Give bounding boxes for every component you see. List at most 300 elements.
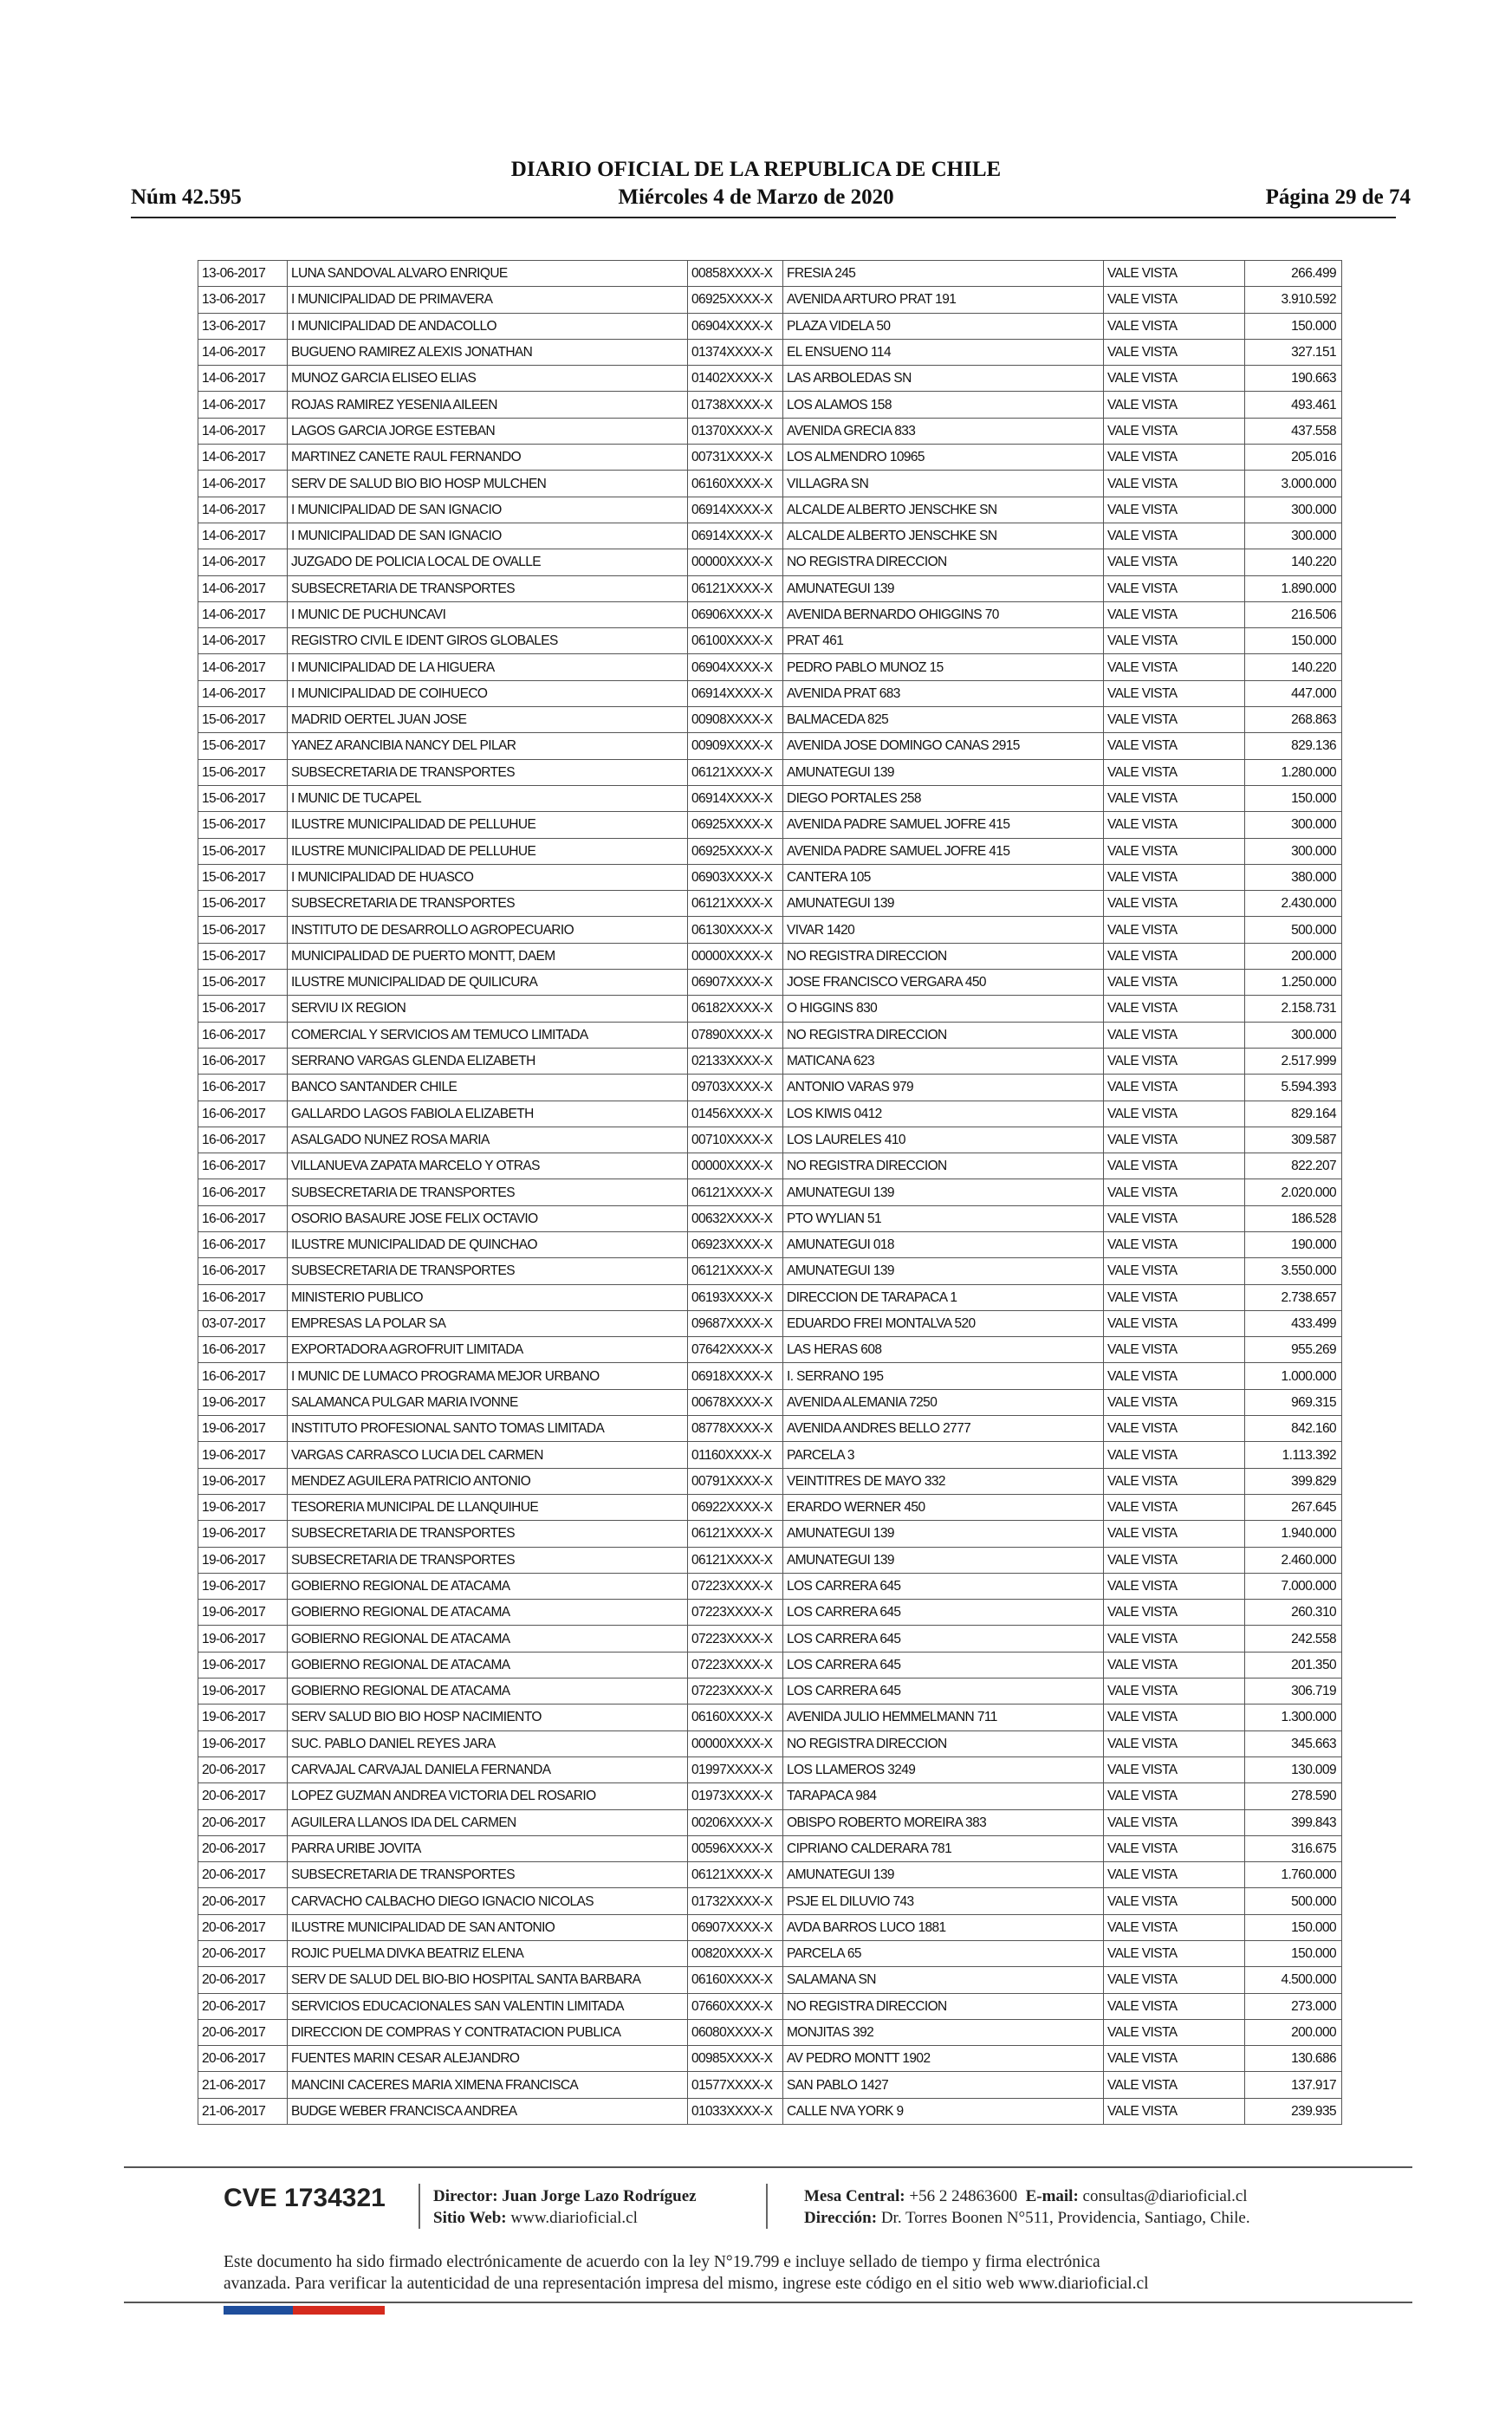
amount-cell: 300.000 (1245, 812, 1342, 838)
amount-cell: 1.113.392 (1245, 1442, 1342, 1468)
amount-cell: 216.506 (1245, 601, 1342, 627)
table-row (198, 1363, 1342, 1389)
date-cell: 15-06-2017 (198, 707, 288, 733)
date-cell: 15-06-2017 (198, 838, 288, 864)
amount-cell: 3.000.000 (1245, 471, 1342, 497)
document-type-cell: VALE VISTA (1104, 1573, 1245, 1599)
date-cell: 16-06-2017 (198, 1363, 288, 1389)
beneficiary-cell: LUNA SANDOVAL ALVARO ENRIQUE (288, 261, 688, 287)
date-cell: 20-06-2017 (198, 2046, 288, 2072)
amount-cell: 1.280.000 (1245, 759, 1342, 785)
date-cell: 13-06-2017 (198, 287, 288, 313)
table-row (198, 1022, 1342, 1048)
address-label: Dirección: (804, 2209, 878, 2227)
beneficiary-cell: SERV SALUD BIO BIO HOSP NACIMIENTO (288, 1704, 688, 1730)
amount-cell: 2.430.000 (1245, 891, 1342, 917)
table-row (198, 1941, 1342, 1967)
document-type-cell: VALE VISTA (1104, 812, 1245, 838)
amount-cell: 1.890.000 (1245, 575, 1342, 601)
date-cell: 20-06-2017 (198, 1941, 288, 1967)
rut-cell: 00909XXXX-X (688, 733, 783, 759)
address-cell: AV PEDRO MONTT 1902 (783, 2046, 1104, 2072)
amount-cell: 2.517.999 (1245, 1048, 1342, 1074)
document-type-cell: VALE VISTA (1104, 733, 1245, 759)
document-type-cell: VALE VISTA (1104, 680, 1245, 706)
website-link[interactable]: www.diarioficial.cl (510, 2209, 638, 2227)
table-row (198, 1809, 1342, 1835)
date-cell: 14-06-2017 (198, 549, 288, 575)
beneficiary-cell: INSTITUTO PROFESIONAL SANTO TOMAS LIMITADA (288, 1416, 688, 1442)
address-cell: CIPRIANO CALDERARA 781 (783, 1835, 1104, 1861)
rut-cell: 06121XXXX-X (688, 1179, 783, 1205)
table-row (198, 1862, 1342, 1888)
date-cell: 14-06-2017 (198, 654, 288, 680)
date-cell: 19-06-2017 (198, 1389, 288, 1415)
rut-cell: 01402XXXX-X (688, 366, 783, 392)
cve-code: CVE 1734321 (224, 2184, 386, 2212)
signature-notice-line: Este documento ha sido firmado electrónicamente de acuerdo con la ley N°19.799 e incluye sellado de tiempo y firma electrónica (224, 2253, 1100, 2271)
rut-cell: 02133XXXX-X (688, 1048, 783, 1074)
table-row (198, 1205, 1342, 1231)
footer-contact-right (804, 2185, 1250, 2229)
document-type-cell: VALE VISTA (1104, 1442, 1245, 1468)
address-cell: NO REGISTRA DIRECCION (783, 1993, 1104, 2019)
table-row (198, 1626, 1342, 1652)
document-type-cell: VALE VISTA (1104, 1363, 1245, 1389)
beneficiary-cell: VARGAS CARRASCO LUCIA DEL CARMEN (288, 1442, 688, 1468)
rut-cell: 01456XXXX-X (688, 1101, 783, 1127)
rut-cell: 01374XXXX-X (688, 339, 783, 365)
central-phone: +56 2 24863600 (909, 2187, 1018, 2205)
date-cell: 15-06-2017 (198, 970, 288, 996)
rut-cell: 00985XXXX-X (688, 2046, 783, 2072)
document-type-cell: VALE VISTA (1104, 1022, 1245, 1048)
date-cell: 19-06-2017 (198, 1704, 288, 1730)
amount-cell: 137.917 (1245, 2072, 1342, 2098)
date-cell: 16-06-2017 (198, 1075, 288, 1101)
table-row (198, 339, 1342, 365)
beneficiary-cell: GOBIERNO REGIONAL DE ATACAMA (288, 1626, 688, 1652)
rut-cell: 06160XXXX-X (688, 1704, 783, 1730)
beneficiary-cell: I MUNIC DE TUCAPEL (288, 785, 688, 811)
address-cell: JOSE FRANCISCO VERGARA 450 (783, 970, 1104, 996)
rut-cell: 00731XXXX-X (688, 445, 783, 471)
address-cell: NO REGISTRA DIRECCION (783, 549, 1104, 575)
beneficiary-cell: SERVICIOS EDUCACIONALES SAN VALENTIN LIMITADA (288, 1993, 688, 2019)
address-cell: MONJITAS 392 (783, 2019, 1104, 2045)
document-type-cell: VALE VISTA (1104, 2019, 1245, 2045)
document-type-cell: VALE VISTA (1104, 339, 1245, 365)
rut-cell: 00000XXXX-X (688, 943, 783, 969)
address-cell: ANTONIO VARAS 979 (783, 1075, 1104, 1101)
document-type-cell: VALE VISTA (1104, 891, 1245, 917)
beneficiary-cell: AGUILERA LLANOS IDA DEL CARMEN (288, 1809, 688, 1835)
beneficiary-cell: MANCINI CACERES MARIA XIMENA FRANCISCA (288, 2072, 688, 2098)
rut-cell: 07223XXXX-X (688, 1573, 783, 1599)
document-type-cell: VALE VISTA (1104, 1521, 1245, 1547)
beneficiary-cell: GALLARDO LAGOS FABIOLA ELIZABETH (288, 1101, 688, 1127)
beneficiary-cell: DIRECCION DE COMPRAS Y CONTRATACION PUBLICA (288, 2019, 688, 2045)
date-cell: 16-06-2017 (198, 1284, 288, 1310)
address-cell: LOS ALMENDRO 10965 (783, 445, 1104, 471)
rut-cell: 06121XXXX-X (688, 1547, 783, 1573)
date-cell: 15-06-2017 (198, 891, 288, 917)
address-cell: O HIGGINS 830 (783, 996, 1104, 1022)
amount-cell: 2.020.000 (1245, 1179, 1342, 1205)
amount-cell: 1.300.000 (1245, 1704, 1342, 1730)
rut-cell: 06130XXXX-X (688, 917, 783, 943)
document-type-cell: VALE VISTA (1104, 1626, 1245, 1652)
document-type-cell: VALE VISTA (1104, 759, 1245, 785)
document-type-cell: VALE VISTA (1104, 1914, 1245, 1940)
issue-number: Núm 42.595 (131, 185, 242, 209)
rut-cell: 06904XXXX-X (688, 654, 783, 680)
date-cell: 19-06-2017 (198, 1521, 288, 1547)
address-cell: LOS LAURELES 410 (783, 1127, 1104, 1153)
footer-separator (419, 2184, 420, 2229)
amount-cell: 140.220 (1245, 654, 1342, 680)
address-cell: PARCELA 65 (783, 1941, 1104, 1967)
rut-cell: 06121XXXX-X (688, 891, 783, 917)
address-cell: DIRECCION DE TARAPACA 1 (783, 1284, 1104, 1310)
date-cell: 21-06-2017 (198, 2072, 288, 2098)
document-type-cell: VALE VISTA (1104, 1494, 1245, 1520)
beneficiary-cell: BANCO SANTANDER CHILE (288, 1075, 688, 1101)
address-cell: LOS LLAMEROS 3249 (783, 1756, 1104, 1782)
beneficiary-cell: SERRANO VARGAS GLENDA ELIZABETH (288, 1048, 688, 1074)
address-cell: LOS CARRERA 645 (783, 1573, 1104, 1599)
document-type-cell: VALE VISTA (1104, 917, 1245, 943)
amount-cell: 150.000 (1245, 628, 1342, 654)
address-cell: FRESIA 245 (783, 261, 1104, 287)
table-row (198, 1231, 1342, 1257)
amount-cell: 380.000 (1245, 864, 1342, 890)
table-row (198, 1993, 1342, 2019)
table-row (198, 1600, 1342, 1626)
table-row (198, 1442, 1342, 1468)
document-type-cell: VALE VISTA (1104, 1967, 1245, 1993)
address-cell: EL ENSUENO 114 (783, 339, 1104, 365)
date-cell: 20-06-2017 (198, 2019, 288, 2045)
date-cell: 20-06-2017 (198, 1967, 288, 1993)
document-type-cell: VALE VISTA (1104, 1258, 1245, 1284)
address-cell: ALCALDE ALBERTO JENSCHKE SN (783, 523, 1104, 549)
document-type-cell: VALE VISTA (1104, 575, 1245, 601)
date-cell: 14-06-2017 (198, 497, 288, 523)
table-row (198, 1127, 1342, 1153)
amount-cell: 1.250.000 (1245, 970, 1342, 996)
document-type-cell: VALE VISTA (1104, 1809, 1245, 1835)
beneficiary-cell: I MUNICIPALIDAD DE LA HIGUERA (288, 654, 688, 680)
rut-cell: 00820XXXX-X (688, 1941, 783, 1967)
amount-cell: 500.000 (1245, 917, 1342, 943)
date-cell: 19-06-2017 (198, 1468, 288, 1494)
amount-cell: 316.675 (1245, 1835, 1342, 1861)
table-row (198, 733, 1342, 759)
table-row (198, 1048, 1342, 1074)
rut-cell: 07890XXXX-X (688, 1022, 783, 1048)
page-indicator: Página 29 de 74 (1265, 185, 1411, 209)
table-row (198, 575, 1342, 601)
date-cell: 16-06-2017 (198, 1205, 288, 1231)
date-cell: 15-06-2017 (198, 785, 288, 811)
date-cell: 16-06-2017 (198, 1337, 288, 1363)
beneficiary-cell: SUC. PABLO DANIEL REYES JARA (288, 1730, 688, 1756)
date-cell: 20-06-2017 (198, 1783, 288, 1809)
rut-cell: 01973XXXX-X (688, 1783, 783, 1809)
document-type-cell: VALE VISTA (1104, 549, 1245, 575)
document-type-cell: VALE VISTA (1104, 1075, 1245, 1101)
table-row (198, 917, 1342, 943)
table-row (198, 1967, 1342, 1993)
document-type-cell: VALE VISTA (1104, 1048, 1245, 1074)
table-row (198, 1468, 1342, 1494)
table-row (198, 1153, 1342, 1179)
rut-cell: 06914XXXX-X (688, 680, 783, 706)
rut-cell: 06906XXXX-X (688, 601, 783, 627)
table-row (198, 1783, 1342, 1809)
date-cell: 14-06-2017 (198, 366, 288, 392)
amount-cell: 266.499 (1245, 261, 1342, 287)
address-cell: AVENIDA JULIO HEMMELMANN 711 (783, 1704, 1104, 1730)
flag-stripe (224, 2306, 385, 2315)
document-type-cell: VALE VISTA (1104, 1835, 1245, 1861)
table-row (198, 2072, 1342, 2098)
date-cell: 15-06-2017 (198, 733, 288, 759)
address-cell: AVENIDA PRAT 683 (783, 680, 1104, 706)
address-cell: LOS CARRERA 645 (783, 1600, 1104, 1626)
beneficiary-cell: I MUNIC DE PUCHUNCAVI (288, 601, 688, 627)
date-cell: 14-06-2017 (198, 471, 288, 497)
amount-cell: 2.738.657 (1245, 1284, 1342, 1310)
amount-cell: 399.829 (1245, 1468, 1342, 1494)
table-row (198, 970, 1342, 996)
amount-cell: 3.910.592 (1245, 287, 1342, 313)
table-row (198, 759, 1342, 785)
address-cell: ERARDO WERNER 450 (783, 1494, 1104, 1520)
address-cell: AVENIDA ALEMANIA 7250 (783, 1389, 1104, 1415)
document-type-cell: VALE VISTA (1104, 1756, 1245, 1782)
document-type-cell: VALE VISTA (1104, 471, 1245, 497)
date-cell: 14-06-2017 (198, 575, 288, 601)
date-cell: 20-06-2017 (198, 1862, 288, 1888)
table-row (198, 2019, 1342, 2045)
document-type-cell: VALE VISTA (1104, 445, 1245, 471)
flag-stripe-blue (224, 2306, 293, 2315)
table-row (198, 680, 1342, 706)
table-row (198, 1679, 1342, 1704)
beneficiary-cell: SUBSECRETARIA DE TRANSPORTES (288, 891, 688, 917)
beneficiary-cell: REGISTRO CIVIL E IDENT GIROS GLOBALES (288, 628, 688, 654)
address-cell: PARCELA 3 (783, 1442, 1104, 1468)
amount-cell: 829.136 (1245, 733, 1342, 759)
address-cell: CALLE NVA YORK 9 (783, 2098, 1104, 2124)
address-cell: AVENIDA ARTURO PRAT 191 (783, 287, 1104, 313)
address-cell: AMUNATEGUI 139 (783, 1547, 1104, 1573)
beneficiary-cell: SUBSECRETARIA DE TRANSPORTES (288, 1862, 688, 1888)
document-type-cell: VALE VISTA (1104, 1416, 1245, 1442)
table-row (198, 445, 1342, 471)
date-cell: 14-06-2017 (198, 523, 288, 549)
date-cell: 19-06-2017 (198, 1494, 288, 1520)
rut-cell: 07223XXXX-X (688, 1600, 783, 1626)
rut-cell: 06907XXXX-X (688, 1914, 783, 1940)
signature-notice (224, 2251, 1350, 2295)
address-cell: AVENIDA PADRE SAMUEL JOFRE 415 (783, 812, 1104, 838)
beneficiary-cell: I MUNICIPALIDAD DE COIHUECO (288, 680, 688, 706)
beneficiary-cell: GOBIERNO REGIONAL DE ATACAMA (288, 1679, 688, 1704)
beneficiary-cell: ILUSTRE MUNICIPALIDAD DE QUILICURA (288, 970, 688, 996)
beneficiary-cell: FUENTES MARIN CESAR ALEJANDRO (288, 2046, 688, 2072)
amount-cell: 190.663 (1245, 366, 1342, 392)
table-row (198, 287, 1342, 313)
amount-cell: 3.550.000 (1245, 1258, 1342, 1284)
table-row (198, 549, 1342, 575)
address-cell: NO REGISTRA DIRECCION (783, 1022, 1104, 1048)
amount-cell: 268.863 (1245, 707, 1342, 733)
address-cell: PTO WYLIAN 51 (783, 1205, 1104, 1231)
table-row (198, 812, 1342, 838)
document-type-cell: VALE VISTA (1104, 1679, 1245, 1704)
document-type-cell: VALE VISTA (1104, 1337, 1245, 1363)
amount-cell: 1.000.000 (1245, 1363, 1342, 1389)
amount-cell: 327.151 (1245, 339, 1342, 365)
rut-cell: 06918XXXX-X (688, 1363, 783, 1389)
document-type-cell: VALE VISTA (1104, 261, 1245, 287)
address-cell: BALMACEDA 825 (783, 707, 1104, 733)
rut-cell: 00000XXXX-X (688, 549, 783, 575)
table-row (198, 523, 1342, 549)
rut-cell: 00206XXXX-X (688, 1809, 783, 1835)
beneficiary-cell: EXPORTADORA AGROFRUIT LIMITADA (288, 1337, 688, 1363)
date-cell: 20-06-2017 (198, 1756, 288, 1782)
table-row (198, 2046, 1342, 2072)
address-cell: CANTERA 105 (783, 864, 1104, 890)
date-cell: 15-06-2017 (198, 812, 288, 838)
beneficiary-cell: MARTINEZ CANETE RAUL FERNANDO (288, 445, 688, 471)
address-cell: LOS ALAMOS 158 (783, 392, 1104, 418)
beneficiary-cell: I MUNICIPALIDAD DE SAN IGNACIO (288, 497, 688, 523)
rut-cell: 06914XXXX-X (688, 523, 783, 549)
amount-cell: 150.000 (1245, 313, 1342, 339)
rut-cell: 00678XXXX-X (688, 1389, 783, 1415)
document-type-cell: VALE VISTA (1104, 2046, 1245, 2072)
amount-cell: 242.558 (1245, 1626, 1342, 1652)
document-type-cell: VALE VISTA (1104, 707, 1245, 733)
director-label: Director: (433, 2187, 498, 2205)
document-type-cell: VALE VISTA (1104, 1310, 1245, 1336)
address-cell: NO REGISTRA DIRECCION (783, 943, 1104, 969)
address-cell: AVENIDA GRECIA 833 (783, 418, 1104, 444)
rut-cell: 01033XXXX-X (688, 2098, 783, 2124)
amount-cell: 4.500.000 (1245, 1967, 1342, 1993)
document-type-cell: VALE VISTA (1104, 1101, 1245, 1127)
amount-cell: 200.000 (1245, 2019, 1342, 2045)
amount-cell: 190.000 (1245, 1231, 1342, 1257)
amount-cell: 2.460.000 (1245, 1547, 1342, 1573)
amount-cell: 273.000 (1245, 1993, 1342, 2019)
date-cell: 19-06-2017 (198, 1652, 288, 1678)
date-cell: 14-06-2017 (198, 418, 288, 444)
address-cell: MATICANA 623 (783, 1048, 1104, 1074)
rut-cell: 06925XXXX-X (688, 287, 783, 313)
rut-cell: 01738XXXX-X (688, 392, 783, 418)
email-link[interactable]: consultas@diarioficial.cl (1082, 2187, 1248, 2205)
date-cell: 19-06-2017 (198, 1679, 288, 1704)
rut-cell: 06160XXXX-X (688, 471, 783, 497)
document-type-cell: VALE VISTA (1104, 523, 1245, 549)
amount-cell: 5.594.393 (1245, 1075, 1342, 1101)
table-row (198, 261, 1342, 287)
address-cell: VIVAR 1420 (783, 917, 1104, 943)
document-type-cell: VALE VISTA (1104, 1179, 1245, 1205)
rut-cell: 00596XXXX-X (688, 1835, 783, 1861)
address-cell: LOS CARRERA 645 (783, 1679, 1104, 1704)
document-type-cell: VALE VISTA (1104, 654, 1245, 680)
table-row (198, 838, 1342, 864)
beneficiary-cell: ILUSTRE MUNICIPALIDAD DE PELLUHUE (288, 838, 688, 864)
address-cell: DIEGO PORTALES 258 (783, 785, 1104, 811)
address-cell: AMUNATEGUI 139 (783, 1862, 1104, 1888)
address-cell: VILLAGRA SN (783, 471, 1104, 497)
rut-cell: 07223XXXX-X (688, 1626, 783, 1652)
amount-cell: 260.310 (1245, 1600, 1342, 1626)
document-type-cell: VALE VISTA (1104, 943, 1245, 969)
amount-cell: 201.350 (1245, 1652, 1342, 1678)
amount-cell: 239.935 (1245, 2098, 1342, 2124)
amount-cell: 1.760.000 (1245, 1862, 1342, 1888)
footer-separator (766, 2184, 768, 2229)
rut-cell: 06914XXXX-X (688, 497, 783, 523)
beneficiary-cell: GOBIERNO REGIONAL DE ATACAMA (288, 1573, 688, 1599)
beneficiary-cell: PARRA URIBE JOVITA (288, 1835, 688, 1861)
date-cell: 20-06-2017 (198, 1835, 288, 1861)
beneficiary-cell: GOBIERNO REGIONAL DE ATACAMA (288, 1652, 688, 1678)
footer-divider-top (124, 2166, 1412, 2168)
rut-cell: 06121XXXX-X (688, 1258, 783, 1284)
date-cell: 16-06-2017 (198, 1179, 288, 1205)
amount-cell: 822.207 (1245, 1153, 1342, 1179)
document-type-cell: VALE VISTA (1104, 1704, 1245, 1730)
table-row (198, 1704, 1342, 1730)
rut-cell: 06907XXXX-X (688, 970, 783, 996)
amount-cell: 278.590 (1245, 1783, 1342, 1809)
footer-divider-bottom (124, 2302, 1412, 2303)
document-type-cell: VALE VISTA (1104, 497, 1245, 523)
beneficiary-cell: SALAMANCA PULGAR MARIA IVONNE (288, 1389, 688, 1415)
rut-cell: 06121XXXX-X (688, 575, 783, 601)
beneficiary-cell: ILUSTRE MUNICIPALIDAD DE SAN ANTONIO (288, 1914, 688, 1940)
table-row (198, 1258, 1342, 1284)
rut-cell: 06121XXXX-X (688, 759, 783, 785)
records-table-body (198, 261, 1342, 2125)
amount-cell: 300.000 (1245, 497, 1342, 523)
address-cell: ALCALDE ALBERTO JENSCHKE SN (783, 497, 1104, 523)
document-type-cell: VALE VISTA (1104, 392, 1245, 418)
address-cell: NO REGISTRA DIRECCION (783, 1153, 1104, 1179)
amount-cell: 200.000 (1245, 943, 1342, 969)
address-cell: EDUARDO FREI MONTALVA 520 (783, 1310, 1104, 1336)
address-cell: AVDA BARROS LUCO 1881 (783, 1914, 1104, 1940)
table-row (198, 1337, 1342, 1363)
table-row (198, 601, 1342, 627)
date-cell: 15-06-2017 (198, 996, 288, 1022)
date-cell: 14-06-2017 (198, 601, 288, 627)
beneficiary-cell: JUZGADO DE POLICIA LOCAL DE OVALLE (288, 549, 688, 575)
amount-cell: 493.461 (1245, 392, 1342, 418)
beneficiary-cell: ILUSTRE MUNICIPALIDAD DE PELLUHUE (288, 812, 688, 838)
amount-cell: 150.000 (1245, 1941, 1342, 1967)
